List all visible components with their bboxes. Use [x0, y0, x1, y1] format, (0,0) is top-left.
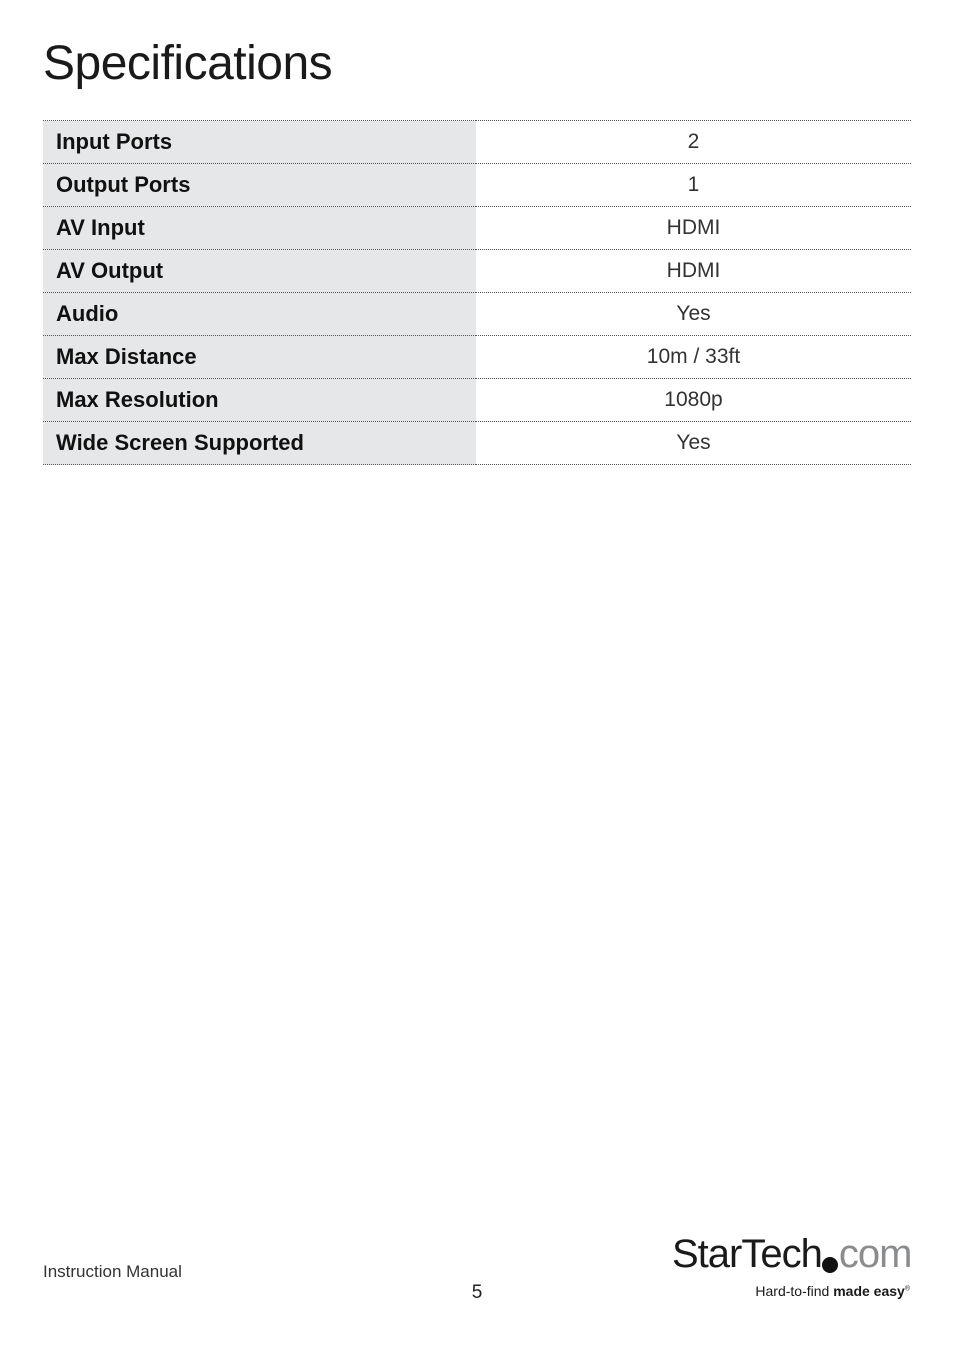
spec-label: Wide Screen Supported — [43, 422, 476, 465]
spec-label: Input Ports — [43, 121, 476, 164]
spec-label: AV Input — [43, 207, 476, 250]
startech-logo — [672, 1232, 912, 1304]
table-row — [43, 121, 911, 164]
table-row — [43, 422, 911, 465]
spec-value: 1 — [476, 164, 911, 207]
table-row — [43, 336, 911, 379]
table-row — [43, 250, 911, 293]
spec-label: Audio — [43, 293, 476, 336]
logo-dot-icon — [822, 1257, 838, 1273]
logo-tagline-light: Hard-to-find — [755, 1283, 830, 1299]
logo-brand: StarTech — [672, 1232, 822, 1276]
spec-value: Yes — [476, 293, 911, 336]
table-row — [43, 164, 911, 207]
spec-value: HDMI — [476, 207, 911, 250]
table-row — [43, 293, 911, 336]
spec-label: AV Output — [43, 250, 476, 293]
spec-label: Max Distance — [43, 336, 476, 379]
spec-value: Yes — [476, 422, 911, 465]
page-title: Specifications — [43, 37, 333, 90]
page-number: 5 — [471, 1282, 483, 1303]
footer-manual-label: Instruction Manual — [43, 1262, 182, 1281]
spec-label: Output Ports — [43, 164, 476, 207]
spec-value: HDMI — [476, 250, 911, 293]
table-row — [43, 379, 911, 422]
spec-value: 10m / 33ft — [476, 336, 911, 379]
spec-value: 2 — [476, 121, 911, 164]
logo-suffix: com — [838, 1232, 912, 1276]
registered-mark: ® — [904, 1285, 910, 1293]
logo-wordmark — [672, 1232, 911, 1276]
table-row — [43, 207, 911, 250]
logo-tagline — [755, 1283, 910, 1299]
spec-value: 1080p — [476, 379, 911, 422]
specifications-table — [43, 120, 911, 465]
spec-label: Max Resolution — [43, 379, 476, 422]
logo-tagline-bold: made easy — [833, 1283, 905, 1299]
